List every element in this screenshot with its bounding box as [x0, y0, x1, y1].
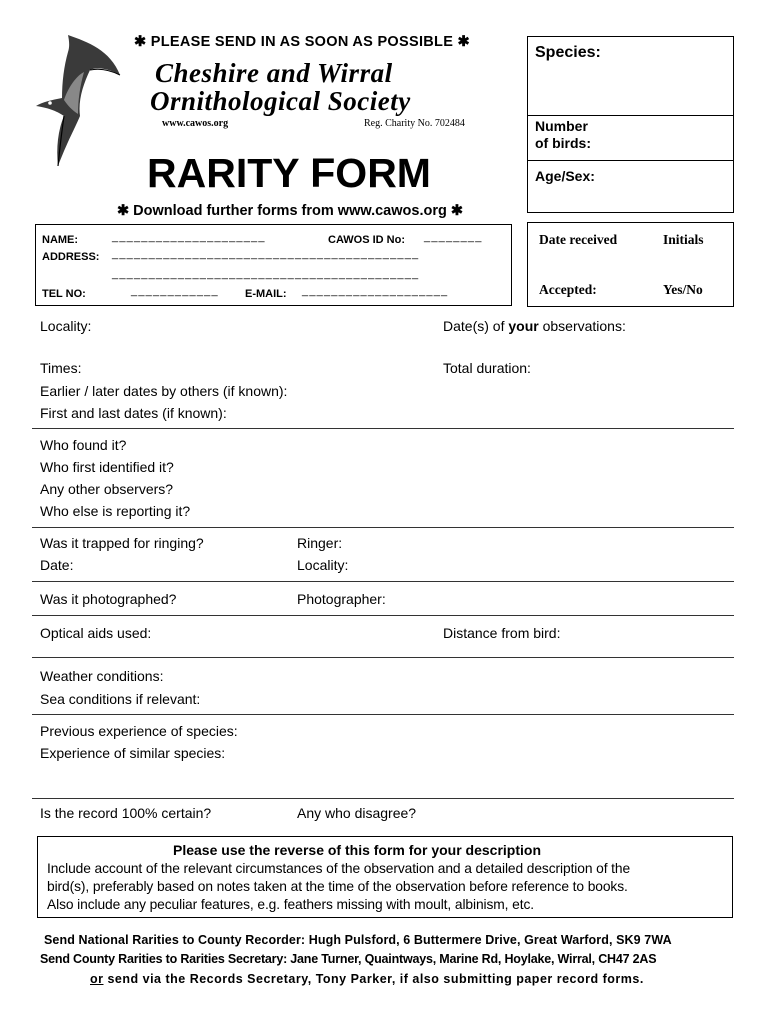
tel-field[interactable]: ____________: [131, 285, 219, 297]
age-sex-label: Age/Sex:: [535, 168, 595, 184]
footer-county-rarities: Send County Rarities to Rarities Secretary: Jane Turner, Quaintways, Marine Rd, Hoylake, Wirral, CH47 2AS: [40, 952, 657, 966]
reverse-line-3: Also include any peculiar features, e.g. feathers missing with moult, albinism, etc.: [47, 897, 534, 912]
similar-experience-label: Experience of similar species:: [40, 745, 226, 761]
initials-label: Initials: [663, 232, 704, 247]
reverse-title: Please use the reverse of this form for your description: [173, 842, 541, 858]
locality-label: Locality:: [40, 318, 92, 334]
number-of-birds-label-2: of birds:: [535, 135, 591, 151]
divider: [32, 428, 734, 429]
total-duration-label: Total duration:: [443, 360, 531, 376]
reverse-line-2: bird(s), preferably based on notes taken at the time of the observation before reference to books.: [47, 879, 628, 894]
date-received-label: Date received: [539, 232, 618, 247]
distance-label: Distance from bird:: [443, 625, 561, 641]
divider: [32, 527, 734, 528]
name-field[interactable]: _____________________: [112, 231, 266, 243]
website-text: www.cawos.org: [162, 118, 229, 129]
cawos-id-label: CAWOS ID No:: [328, 234, 405, 246]
charity-number: Reg. Charity No. 702484: [364, 118, 465, 129]
address-field-2[interactable]: __________________________________________: [112, 268, 420, 280]
society-name-line1: Cheshire and Wirral: [155, 58, 393, 88]
species-label: Species:: [535, 44, 601, 61]
other-observers-label: Any other observers?: [40, 481, 174, 497]
photographed-label: Was it photographed?: [40, 591, 177, 607]
ringing-locality-label: Locality:: [297, 557, 349, 573]
footer-records-secretary: or send via the Records Secretary, Tony Parker, if also submitting paper record forms.: [90, 972, 644, 986]
yes-no-label: Yes/No: [663, 282, 703, 297]
who-identified-label: Who first identified it?: [40, 459, 174, 475]
previous-experience-label: Previous experience of species:: [40, 723, 238, 739]
tel-label: TEL NO:: [42, 288, 86, 300]
weather-label: Weather conditions:: [40, 668, 164, 684]
trapped-label: Was it trapped for ringing?: [40, 535, 204, 551]
divider: [32, 798, 734, 799]
send-asap-banner: ✱ PLEASE SEND IN AS SOON AS POSSIBLE ✱: [134, 34, 470, 50]
earlier-later-dates-label: Earlier / later dates by others (if known):: [40, 383, 288, 399]
optical-aids-label: Optical aids used:: [40, 625, 152, 641]
divider: [32, 615, 734, 616]
divider: [32, 714, 734, 715]
footer-national-rarities: Send National Rarities to County Recorder: Hugh Pulsford, 6 Buttermere Drive, Great Warford, SK9 7WA: [44, 933, 672, 947]
address-label: ADDRESS:: [42, 251, 100, 263]
bird-logo-icon: [28, 30, 133, 170]
society-name-line2: Ornithological Society: [150, 86, 411, 116]
name-label: NAME:: [42, 234, 79, 246]
address-field[interactable]: __________________________________________: [112, 248, 420, 260]
email-field[interactable]: ____________________: [302, 285, 449, 297]
reverse-line-1: Include account of the relevant circumstances of the observation and a detailed description of the: [47, 861, 631, 876]
ringing-date-label: Date:: [40, 557, 74, 573]
download-forms-text: ✱ Download further forms from www.cawos.org ✱: [117, 203, 464, 219]
who-found-label: Who found it?: [40, 437, 127, 453]
photographer-label: Photographer:: [297, 591, 386, 607]
disagree-label: Any who disagree?: [297, 805, 417, 821]
who-else-label: Who else is reporting it?: [40, 503, 191, 519]
times-label: Times:: [40, 360, 82, 376]
accepted-label: Accepted:: [539, 282, 597, 297]
cawos-id-field[interactable]: ________: [424, 231, 483, 243]
observation-dates-label: Date(s) of your observations:: [443, 318, 626, 334]
divider: [32, 657, 734, 658]
number-of-birds-label: Number: [535, 118, 588, 134]
divider: [32, 581, 734, 582]
form-title: RARITY FORM: [147, 150, 431, 196]
email-label: E-MAIL:: [245, 288, 287, 300]
ringer-label: Ringer:: [297, 535, 343, 551]
record-certain-label: Is the record 100% certain?: [40, 805, 212, 821]
first-last-dates-label: First and last dates (if known):: [40, 405, 227, 421]
sea-conditions-label: Sea conditions if relevant:: [40, 691, 201, 707]
